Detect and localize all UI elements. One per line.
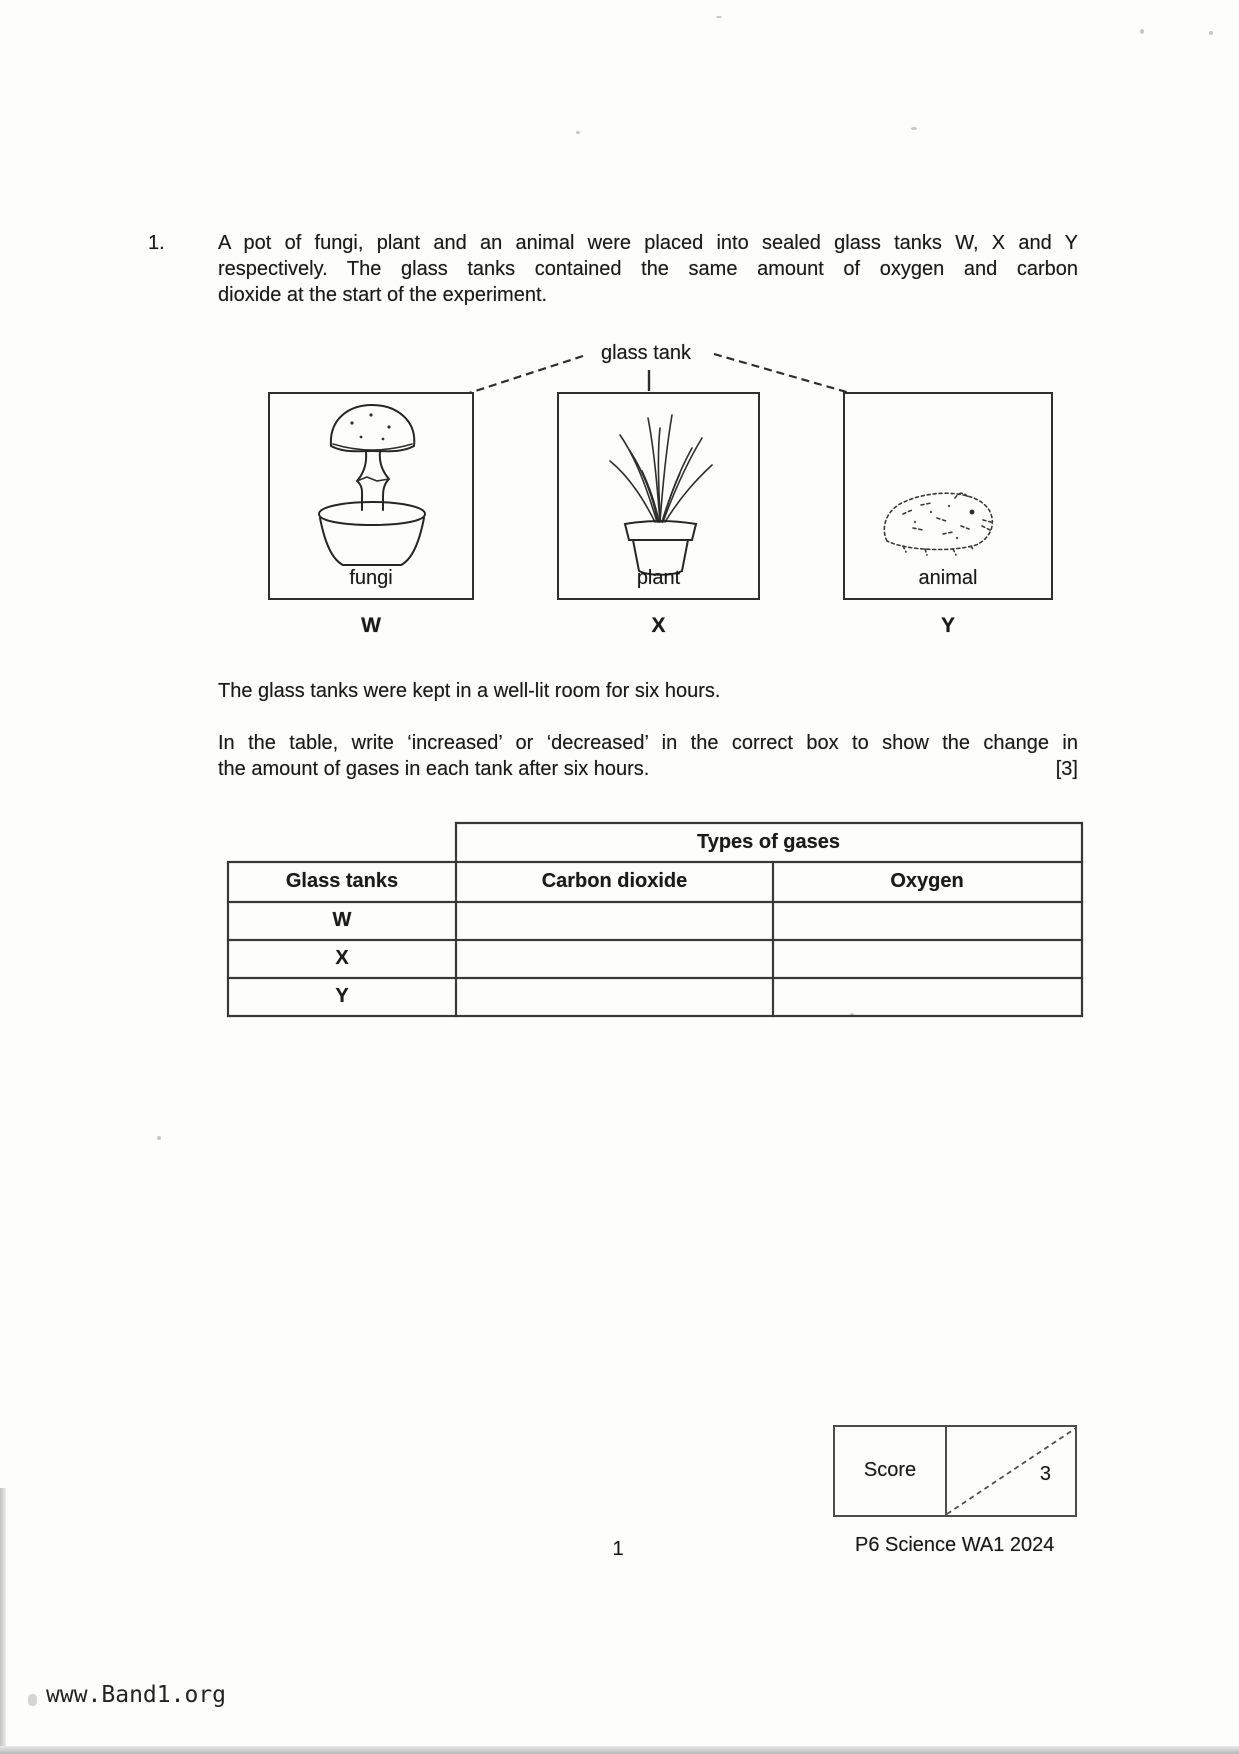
instruction-line-1: In the table, write ‘increased’ or ‘decreased’ in the correct box to show the change in	[218, 732, 1078, 754]
scan-speck	[1140, 29, 1144, 34]
glass-tank-w	[268, 392, 474, 600]
scan-speck	[911, 127, 917, 130]
scan-speck	[1209, 31, 1213, 35]
table-border	[227, 901, 1083, 903]
glass-tank-y	[843, 392, 1053, 600]
tank-letter-w: W	[361, 614, 381, 637]
tank-y-content-label: animal	[918, 567, 978, 589]
question-line-2: respectively. The glass tanks contained the same amount of oxygen and carbon	[218, 258, 1078, 280]
scan-speck	[716, 16, 722, 18]
score-label: Score	[863, 1459, 917, 1481]
table-border	[227, 977, 1083, 979]
table-col-oxygen: Oxygen	[890, 870, 964, 892]
answer-cell-y-oxygen[interactable]	[775, 980, 1079, 1014]
watermark-url: www.Band1.org	[46, 1682, 227, 1708]
table-col-glass-tanks: Glass tanks	[285, 870, 399, 892]
question-number: 1.	[148, 232, 165, 254]
answer-cell-w-oxygen[interactable]	[775, 904, 1079, 938]
scan-speck	[576, 131, 580, 134]
table-border	[227, 1015, 1083, 1017]
scan-smudge	[28, 1694, 37, 1706]
table-row-label-w: W	[332, 909, 352, 931]
table-row-label-y: Y	[335, 985, 349, 1007]
table-gases-header: Types of gases	[696, 831, 841, 853]
glass-tank-label: glass tank	[600, 342, 692, 364]
tank-letter-y: Y	[940, 614, 955, 637]
answer-cell-x-carbon-dioxide[interactable]	[458, 942, 771, 976]
glass-tank-x	[557, 392, 760, 600]
table-border	[227, 861, 1083, 863]
answer-cell-y-carbon-dioxide[interactable]	[458, 980, 771, 1014]
tank-x-content-label: plant	[636, 567, 681, 589]
table-col-carbon-dioxide: Carbon dioxide	[541, 870, 688, 892]
tank-w-content-label: fungi	[349, 567, 393, 589]
score-total: 3	[1039, 1463, 1051, 1485]
paper-reference: P6 Science WA1 2024	[855, 1534, 1055, 1556]
score-box	[833, 1425, 1077, 1517]
question-line-3: dioxide at the start of the experiment.	[218, 284, 548, 306]
scan-speck	[157, 1136, 161, 1140]
marks-badge: [3]	[1055, 758, 1078, 780]
score-diagonal-line	[945, 1427, 1077, 1515]
question-line-1: A pot of fungi, plant and an animal were placed into sealed glass tanks W, X and Y	[218, 232, 1078, 254]
answer-cell-x-oxygen[interactable]	[775, 942, 1079, 976]
table-border	[227, 939, 1083, 941]
page-number: 1	[612, 1538, 624, 1560]
tank-letter-x: X	[651, 614, 666, 637]
scan-edge-bottom	[0, 1746, 1239, 1754]
scan-edge-left	[0, 1488, 6, 1754]
answer-cell-w-carbon-dioxide[interactable]	[458, 904, 771, 938]
table-border	[455, 822, 1082, 824]
table-row-label-x: X	[335, 947, 349, 969]
kept-sentence: The glass tanks were kept in a well-lit room for six hours.	[218, 680, 721, 702]
table-border	[1081, 822, 1083, 1017]
instruction-line-2: the amount of gases in each tank after six hours.	[218, 758, 650, 780]
